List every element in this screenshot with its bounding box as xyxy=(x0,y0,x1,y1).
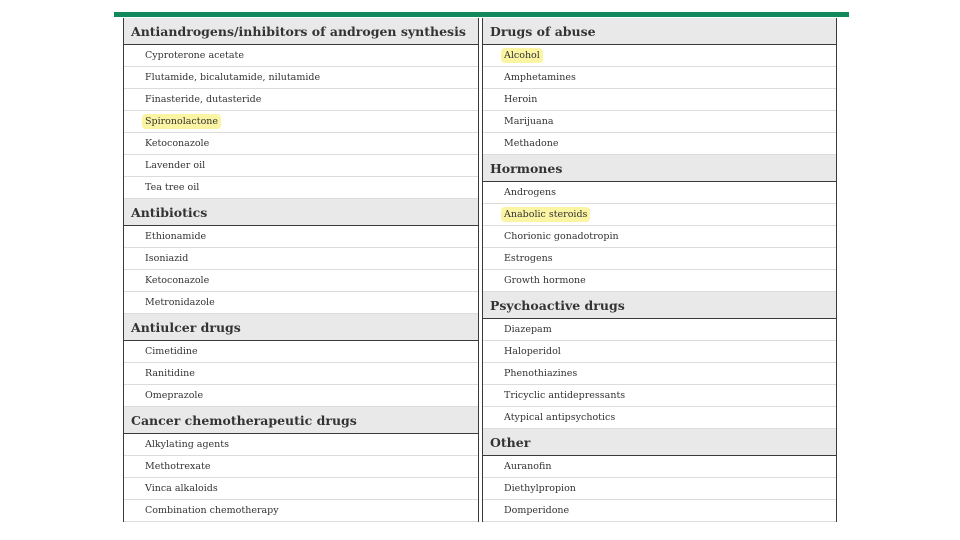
section-header-drugs-of-abuse: Drugs of abuse xyxy=(483,18,836,45)
drug-row xyxy=(483,111,836,133)
drug-row xyxy=(124,270,478,292)
section-header-cancer-chemotherapeutic-drugs: Cancer chemotherapeutic drugs xyxy=(124,407,478,434)
drug-row xyxy=(124,226,478,248)
drug-name: Tricyclic antidepressants xyxy=(504,390,626,401)
drug-row xyxy=(483,182,836,204)
drug-name: Cimetidine xyxy=(145,346,198,357)
drug-row xyxy=(124,363,478,385)
drug-row xyxy=(483,45,836,67)
drug-row xyxy=(483,89,836,111)
right-drug-table xyxy=(482,18,837,522)
drug-row xyxy=(124,385,478,407)
drug-name: Cyproterone acetate xyxy=(145,50,244,61)
highlighted-drug-name: Alcohol xyxy=(501,48,543,63)
drug-row xyxy=(124,341,478,363)
drug-row xyxy=(124,133,478,155)
drug-name: Vinca alkaloids xyxy=(145,483,218,494)
drug-name: Marijuana xyxy=(504,116,554,127)
drug-name: Chorionic gonadotropin xyxy=(504,231,619,242)
drug-row xyxy=(483,248,836,270)
drug-name: Metronidazole xyxy=(145,297,215,308)
drug-row xyxy=(483,407,836,429)
drug-row xyxy=(124,248,478,270)
drug-name: Alkylating agents xyxy=(145,439,229,450)
drug-name: Androgens xyxy=(504,187,557,198)
drug-name: Auranofin xyxy=(504,461,552,472)
drug-name: Methadone xyxy=(504,138,559,149)
drug-name: Estrogens xyxy=(504,253,553,264)
drug-name: Ketoconazole xyxy=(145,275,210,286)
drug-name: Atypical antipsychotics xyxy=(504,412,616,423)
drug-row xyxy=(124,456,478,478)
section-header-hormones: Hormones xyxy=(483,155,836,182)
drug-row xyxy=(124,177,478,199)
drug-name: Heroin xyxy=(504,94,538,105)
drug-row xyxy=(124,155,478,177)
section-header-antiulcer-drugs: Antiulcer drugs xyxy=(124,314,478,341)
section-header-psychoactive-drugs: Psychoactive drugs xyxy=(483,292,836,319)
section-header-antibiotics: Antibiotics xyxy=(124,199,478,226)
drug-row xyxy=(483,363,836,385)
drug-name: Omeprazole xyxy=(145,390,204,401)
drug-row xyxy=(483,385,836,407)
highlighted-drug-name: Spironolactone xyxy=(142,114,221,129)
drug-name: Amphetamines xyxy=(504,72,576,83)
drug-row xyxy=(124,434,478,456)
drug-name: Combination chemotherapy xyxy=(145,505,279,516)
drug-name: Ketoconazole xyxy=(145,138,210,149)
drug-row xyxy=(483,133,836,155)
drug-row xyxy=(483,478,836,500)
drug-row xyxy=(483,456,836,478)
drug-row xyxy=(483,67,836,89)
drug-row xyxy=(483,204,836,226)
drug-name: Methotrexate xyxy=(145,461,211,472)
drug-row xyxy=(124,111,478,133)
drug-row xyxy=(124,45,478,67)
drug-row xyxy=(483,500,836,522)
left-drug-table xyxy=(123,18,479,522)
drug-name: Flutamide, bicalutamide, nilutamide xyxy=(145,72,321,83)
drug-row xyxy=(124,67,478,89)
drug-row xyxy=(483,319,836,341)
drug-name: Diethylpropion xyxy=(504,483,576,494)
drug-row xyxy=(124,478,478,500)
drug-name: Diazepam xyxy=(504,324,552,335)
drug-name: Ranitidine xyxy=(145,368,195,379)
highlighted-drug-name: Anabolic steroids xyxy=(501,207,590,222)
drug-row xyxy=(483,226,836,248)
drug-name: Domperidone xyxy=(504,505,570,516)
drug-name: Ethionamide xyxy=(145,231,207,242)
drug-row xyxy=(124,89,478,111)
top-accent-bar xyxy=(114,12,849,17)
drug-name: Finasteride, dutasteride xyxy=(145,94,262,105)
drug-row xyxy=(124,500,478,522)
drug-name: Growth hormone xyxy=(504,275,586,286)
section-header-other: Other xyxy=(483,429,836,456)
drug-name: Tea tree oil xyxy=(145,182,200,193)
drug-name: Haloperidol xyxy=(504,346,561,357)
drug-name: Isoniazid xyxy=(145,253,189,264)
drug-name: Lavender oil xyxy=(145,160,206,171)
drug-row xyxy=(124,292,478,314)
drug-name: Phenothiazines xyxy=(504,368,578,379)
drug-row xyxy=(483,270,836,292)
drug-row xyxy=(483,341,836,363)
section-header-antiandrogens-inhibitors-of-androgen-synthesis: Antiandrogens/inhibitors of androgen synthesis xyxy=(124,18,478,45)
